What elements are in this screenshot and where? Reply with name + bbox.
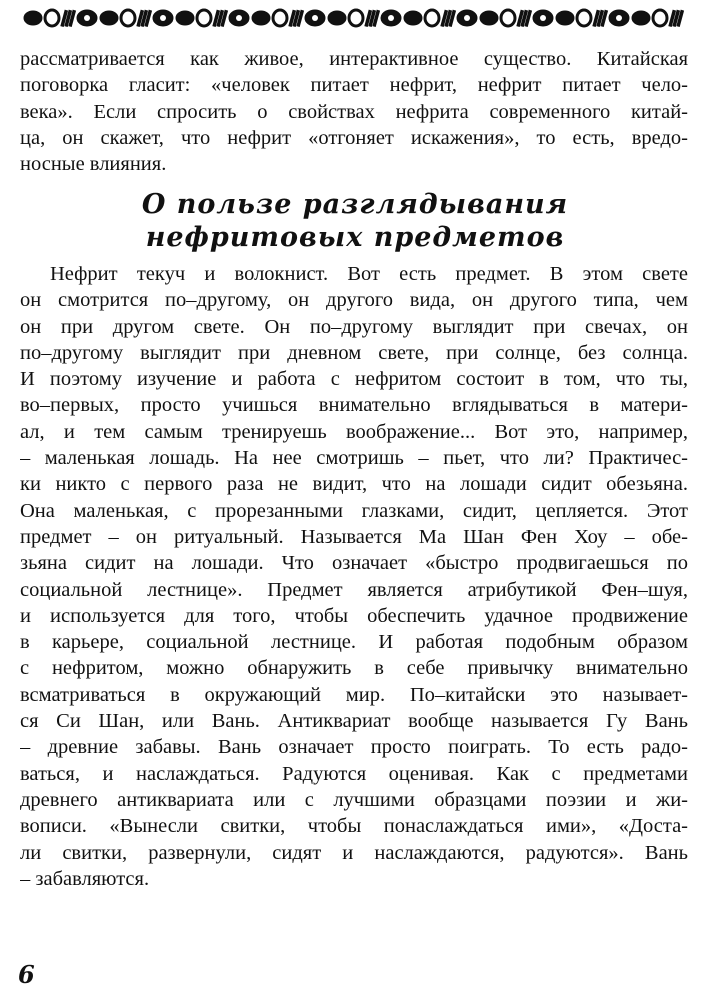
text-line: – забавляются. <box>20 867 150 890</box>
text-line: с нефритом, можно обнаружить в себе привычку внимательно <box>20 657 688 680</box>
text-line: зьяна сидит на лошади. Что означает «быстро продвигаешься по <box>20 552 688 575</box>
text-line: – древние забавы. Вань означает просто поиграть. То есть радо- <box>20 736 688 759</box>
body-paragraph <box>20 261 688 892</box>
text-line: во–первых, просто учишься внимательно вглядываться в матери- <box>20 394 688 417</box>
text-line: – маленькая лошадь. На нее смотришь – пьет, что ли? Практичес- <box>20 447 688 470</box>
text-line: ли свитки, развернули, сидят и наслаждаются, радуются». Вань <box>20 841 688 864</box>
text-line: социальной лестнице». Предмет является атрибутикой Фен–шуя, <box>20 578 688 601</box>
text-line: по–другому выглядит при дневном свете, при солнце, без солнца. <box>20 341 688 364</box>
text-line: Она маленькая, с прорезанными глазками, сидит, цепляется. Этот <box>20 499 688 522</box>
section-heading <box>100 188 610 254</box>
text-line: ца, он скажет, что нефрит «отгоняет искажения», то есть, вредо- <box>20 126 688 149</box>
text-line: он смотрится по–другому, он другого вида, он другого типа, чем <box>20 289 688 312</box>
text-line: он при другом свете. Он по–другому выглядит при свечах, он <box>20 315 688 338</box>
text-line: И поэтому изучение и работа с нефритом состоит в том, что ты, <box>20 368 688 391</box>
text-line: и используется для того, чтобы обеспечить удачное продвижение <box>20 604 688 627</box>
text-line: рассматривается как живое, интерактивное существо. Китайская <box>20 48 688 70</box>
decorative-border <box>18 4 692 32</box>
heading-line-1: О пользе разглядывания <box>141 189 569 220</box>
text-line: предмет – он ритуальный. Называется Ма Шан Фен Хоу – обе- <box>20 525 688 548</box>
text-line: носные влияния. <box>20 153 167 176</box>
text-line: ся Си Шан, или Вань. Антиквариат вообще называется Гу Вань <box>20 710 688 733</box>
page-number: 6 <box>18 960 35 989</box>
text-line: вописи. «Вынесли свитки, чтобы понаслаждаться ими», «Доста- <box>20 815 688 838</box>
text-line: ки никто с первого раза не видит, что на лошади сидит обезьяна. <box>20 473 688 496</box>
heading-line-2: нефритовых предметов <box>145 222 565 253</box>
text-line: всматриваться в окружающий мир. По–китайски это называет- <box>20 683 688 706</box>
text-line: ал, и тем самым тренируешь воображение... Вот это, например, <box>20 420 688 443</box>
text-line: ваться, и наслаждаться. Радуются оценивая. Как с предметами <box>20 762 688 785</box>
text-line: в карьере, социальной лестнице. И работая подобным образом <box>20 631 688 654</box>
text-line: древнего антиквариата или с лучшими образцами поэзии и жи- <box>20 788 688 811</box>
text-line: Нефрит текуч и волокнист. Вот есть предмет. В этом свете <box>50 263 688 285</box>
intro-paragraph <box>20 46 688 177</box>
text-line: поговорка гласит: «человек питает нефрит, нефрит питает чело- <box>20 74 688 97</box>
text-line: века». Если спросить о свойствах нефрита современного китай- <box>20 100 688 123</box>
